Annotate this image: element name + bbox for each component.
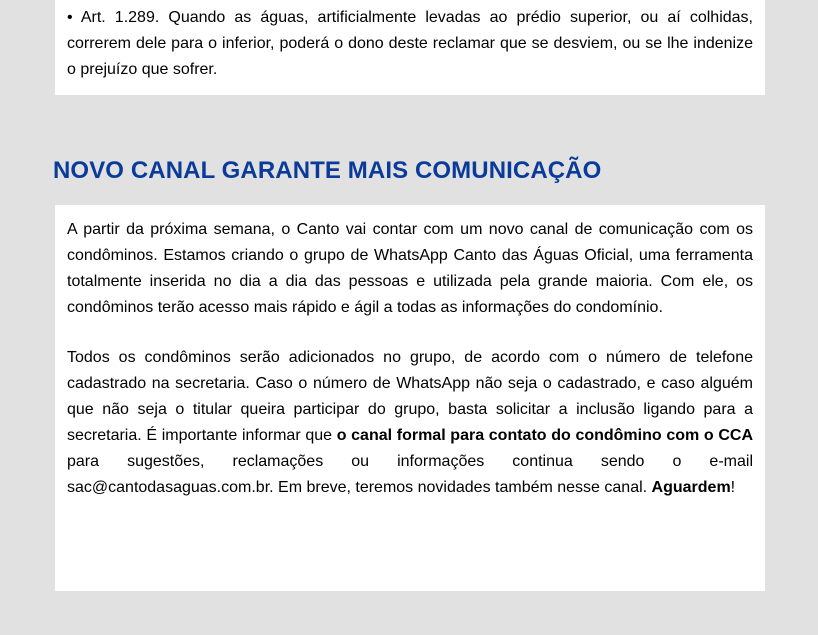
section-paragraph-2 (67, 345, 753, 501)
section-title: NOVO CANAL GARANTE MAIS COMUNICAÇÃO (53, 157, 602, 184)
article-excerpt-text: • Art. 1.289. Quando as águas, artificialmente levadas ao prédio superior, ou aí colhidas, correrem dele para o inferior, poderá o dono deste reclamar que se desviem, ou se lhe indenize o prejuízo que sofrer. (67, 9, 753, 78)
section-paragraph-1: A partir da próxima semana, o Canto vai contar com um novo canal de comunicação com os condôminos. Estamos criando o grupo de WhatsApp Canto das Águas Oficial, uma ferramenta totalmente inserida no dia a dia das pessoas e utilizada pela grande maioria. Com ele, os condôminos terão acesso mais rápido e ágil a todas as informações do condomínio. (67, 221, 753, 316)
paragraph-2-text-start: Todos os condôminos serão adicionados no grupo, de acordo com o número de telefone cadastrado na secretaria. Caso o número de WhatsApp não seja o cadastrado, e caso alguém que não seja o titular queira participar do grupo, basta solicitar a inclusão ligando para a secretaria. É importante informar que (67, 349, 753, 444)
section-content-card (55, 205, 765, 591)
paragraph-2-bold-formal-channel: o canal formal para contato do condômino com o CCA (336, 427, 753, 444)
paragraph-2-text-end: ! (730, 479, 736, 496)
article-excerpt-card (55, 0, 765, 95)
paragraph-2-bold-aguardem: Aguardem (651, 479, 731, 496)
paragraph-2-text-middle: para sugestões, reclamações ou informações continua sendo o e-mail sac@cantodasaguas.com.br. Em breve, teremos novidades também nesse canal. (67, 453, 753, 496)
